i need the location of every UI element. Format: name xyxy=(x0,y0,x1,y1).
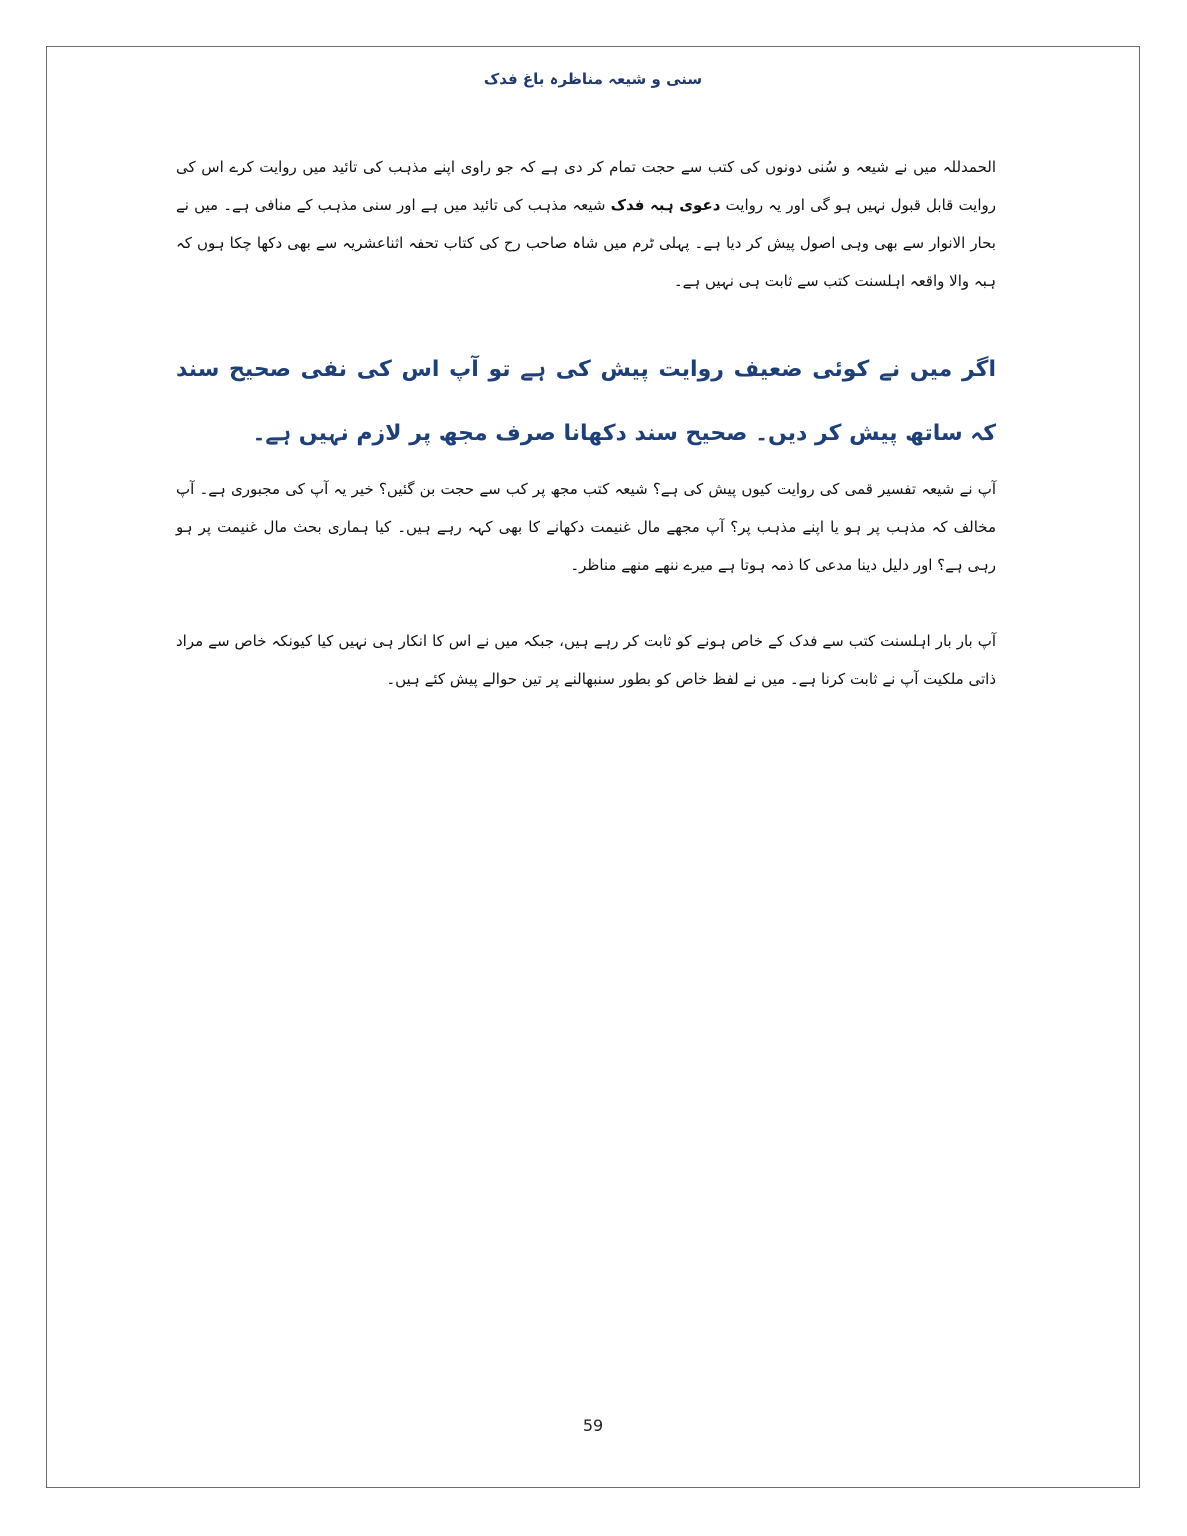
page-content xyxy=(176,148,996,698)
paragraph-1-text-end: شیعہ مذہب کی تائید میں ہے اور سنی مذہب کے منافی ہے۔ میں نے بحار الانوار سے بھی وہی اصول پیش کر دیا ہے۔ پہلی ٹرم میں شاہ صاحب رح کی کتاب تحفہ اثناعشریہ سے بھی دکھا چکا ہوں کہ ہبہ والا واقعہ اہلسنت کتب سے ثابت ہی نہیں ہے۔ xyxy=(176,196,996,290)
running-header-title: سنی و شیعہ مناظرہ باغ فدک xyxy=(483,70,703,88)
paragraph-hujjat xyxy=(176,148,996,338)
page-number: 59 xyxy=(582,1416,604,1435)
emphasis-paragraph: اگر میں نے کوئی ضعیف روایت پیش کی ہے تو آپ اس کی نفی صحیح سند کہ ساتھ پیش کر دیں۔ صحیح سند دکھانا صرف مجھ پر لازم نہیں ہے۔ xyxy=(176,357,996,446)
paragraph-khaas: آپ بار بار اہلسنت کتب سے فدک کے خاص ہونے کو ثابت کر رہے ہیں، جبکہ میں نے اس کا انکار ہی نہیں کیا کیونکہ خاص سے مراد ذاتی ملکیت آپ نے ثابت کرنا ہے۔ میں نے لفظ خاص کو بطور سنبھالنے پر تین حوالے پیش کئے ہیں۔ xyxy=(176,632,996,688)
paragraph-tafseer-qummi: آپ نے شیعہ تفسیر قمی کی روایت کیوں پیش کی ہے؟ شیعہ کتب مجھ پر کب سے حجت بن گئیں؟ خیر یہ آپ کی مجبوری ہے۔ آپ مخالف کہ مذہب پر ہو یا اپنے مذہب پر؟ آپ مجھے مال غنیمت دکھانے کا بھی کہہ رہے ہیں۔ کیا ہماری بحث مال غنیمت پر ہو رہی ہے؟ اور دلیل دینا مدعی کا ذمہ ہوتا ہے میرے ننھے منھے مناظر۔ xyxy=(176,480,996,574)
inline-bold-phrase: دعوی ہبہ فدک xyxy=(610,196,721,214)
paragraph-1-text-start: الحمدللہ میں نے شیعہ و سُنی دونوں کی کتب سے حجت تمام کر دی ہے کہ جو راوی اپنے مذہب کی تائید میں روایت کرے اس کی روایت قابل قبول نہیں ہو گی اور یہ روایت xyxy=(176,158,997,214)
